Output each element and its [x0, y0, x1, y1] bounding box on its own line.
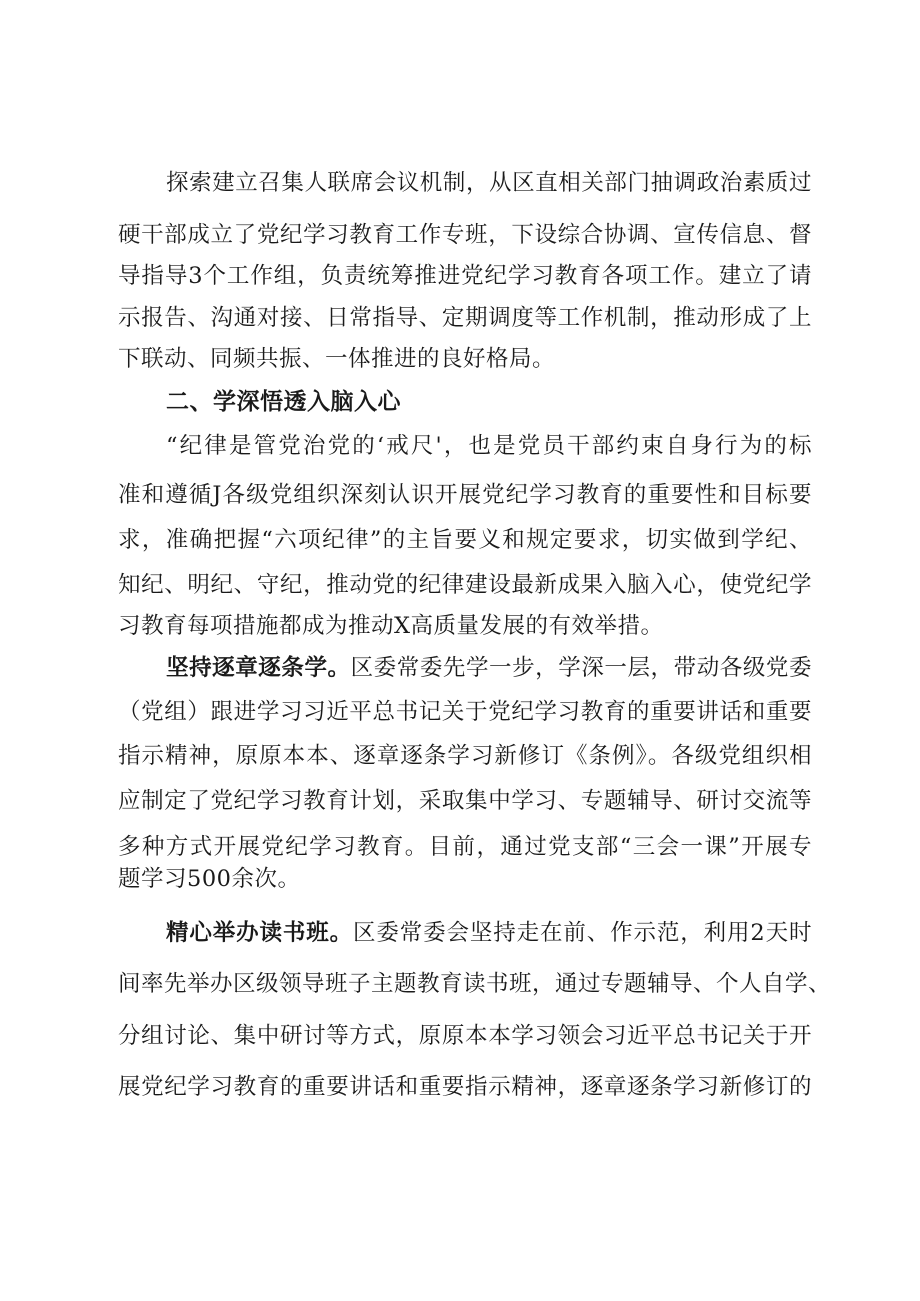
paragraph-3-line-1 [166, 648, 812, 688]
paragraph-1-line-2: 硬干部成立了党纪学习教育工作专班，下设综合协调、宣传信息、督 [118, 222, 812, 248]
paragraph-3-line-3: 指示精神，原原本本、逐章逐条学习新修订《条例》。各级党组织相 [118, 743, 812, 769]
paragraph-4-line-4: 展党纪学习教育的重要讲话和重要指示精神，逐章逐条学习新修订的 [118, 1074, 812, 1100]
paragraph-3-lead: 坚持逐章逐条学。 [166, 655, 351, 681]
paragraph-2-line-5: 习教育每项措施都成为推动X高质量发展的有效举措。 [118, 613, 664, 639]
paragraph-1-line-5: 下联动、同频共振、一体推进的良好格局。 [118, 346, 556, 372]
paragraph-3-first-rest: 区委常委先学一步，学深一层，带动各级党委 [350, 655, 812, 681]
paragraph-1-line-4: 示报告、沟通对接、日常指导、定期调度等工作机制，推动形成了上 [118, 305, 812, 331]
paragraph-4-line-3: 分组讨论、集中研讨等方式，原原本本学习领会习近平总书记关于开 [118, 1023, 812, 1049]
section-heading: 二、学深悟透入脑入心 [166, 389, 401, 415]
paragraph-2-line-3: 求，准确把握“六项纪律”的主旨要义和规定要求，切实做到学纪、 [118, 527, 812, 553]
paragraph-4-line-1 [166, 913, 812, 953]
paragraph-3-line-2: （党组）跟进学习习近平总书记关于党纪学习教育的重要讲话和重要 [118, 699, 812, 725]
paragraph-1-line-3: 导指导3个工作组，负责统筹推进党纪学习教育各项工作。建立了请 [118, 263, 812, 289]
paragraph-3-line-6: 题学习500余次。 [118, 866, 301, 892]
paragraph-2-line-2: 准和遵循J各级党组织深刻认识开展党纪学习教育的重要性和目标要 [118, 482, 812, 508]
paragraph-3-line-4: 应制定了党纪学习教育计划，采取集中学习、专题辅导、研讨交流等 [118, 788, 812, 814]
paragraph-2-line-1: “纪律是管党治党的‘戒尺'，也是党员干部约束自身行为的标 [166, 433, 812, 459]
paragraph-4-line-2: 间率先举办区级领导班子主题教育读书班，通过专题辅导、个人自学、 [118, 971, 832, 997]
paragraph-3-line-5: 多种方式开展党纪学习教育。目前，通过党支部“三会一课”开展专 [118, 834, 812, 860]
paragraph-4-first-rest: 区委常委会坚持走在前、作示范，利用2天时 [353, 920, 812, 946]
paragraph-1-line-1: 探索建立召集人联席会议机制，从区直相关部门抽调政治素质过 [166, 170, 812, 196]
paragraph-2-line-4: 知纪、明纪、守纪，推动党的纪律建设最新成果入脑入心，使党纪学 [118, 572, 812, 598]
paragraph-4-lead: 精心举办读书班。 [166, 920, 354, 946]
